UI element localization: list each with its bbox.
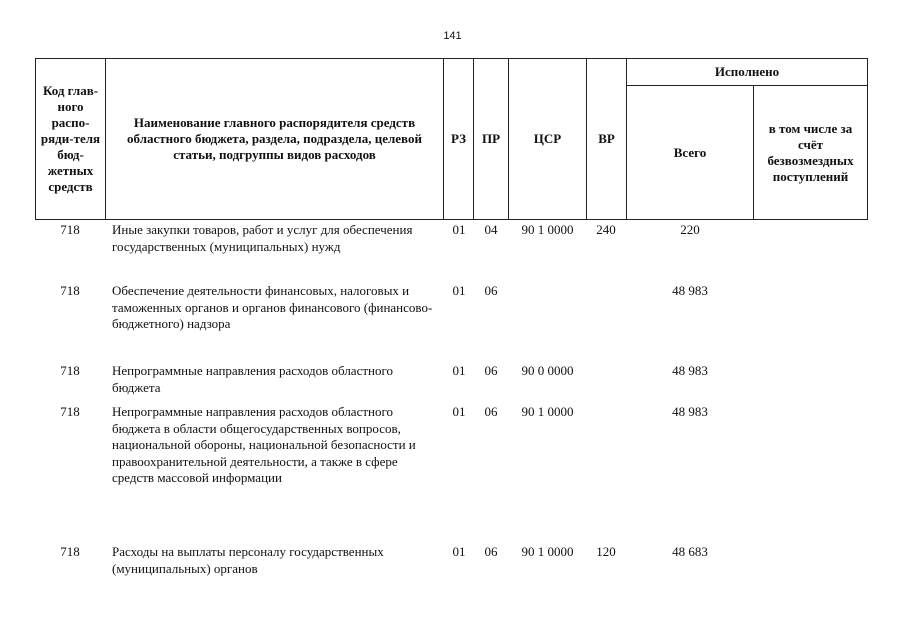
row-name: Непрограммные направления расходов областного бюджета в области общегосударственных вопросов, национальной обороны, национальной безопасности и правоохранительной деятельности, а также в сфере средств массовой информации (112, 404, 416, 485)
row-vr: 240 (596, 222, 616, 237)
row-csr: 90 0 0000 (521, 363, 574, 378)
row-rz: 01 (452, 544, 466, 559)
row-vr: 120 (596, 544, 616, 559)
row-name: Иные закупки товаров, работ и услуг для обеспечения государственных (муниципальных) нужд (112, 222, 413, 254)
row-csr: 90 1 0000 (521, 544, 574, 559)
row-code: 718 (60, 222, 80, 237)
header-executed: Исполнено (714, 64, 780, 79)
row-pr: 06 (484, 404, 498, 419)
page-number: 141 (443, 30, 462, 42)
header-vr: ВР (598, 131, 615, 146)
row-total: 48 683 (672, 544, 708, 559)
row-rz: 01 (452, 283, 466, 298)
row-total: 48 983 (672, 283, 708, 298)
header-free: в том числе за счёт безвозмездных поступлений (767, 120, 854, 184)
row-total: 48 983 (672, 404, 708, 419)
header-bottom-border (35, 219, 868, 220)
row-rz: 01 (452, 363, 466, 378)
header-code: Код глав-ного распо-ряди-теля бюд-жетных средств (40, 83, 101, 194)
row-rz: 01 (452, 222, 466, 237)
row-code: 718 (60, 404, 80, 419)
row-code: 718 (60, 283, 80, 298)
header-name: Наименование главного распорядителя средств областного бюджета, раздела, подраздела, целевой статьи, подгруппы видов расходов (127, 115, 422, 162)
row-pr: 06 (484, 544, 498, 559)
row-name: Обеспечение деятельности финансовых, налоговых и таможенных органов и органов финансового (финансово-бюджетного) надзора (112, 283, 433, 331)
row-name: Непрограммные направления расходов областного бюджета (112, 363, 393, 395)
header-total: Всего (673, 144, 707, 160)
row-pr: 06 (484, 363, 498, 378)
table-header (35, 58, 868, 220)
row-pr: 06 (484, 283, 498, 298)
row-pr: 04 (484, 222, 498, 237)
row-csr: 90 1 0000 (521, 222, 574, 237)
row-csr: 90 1 0000 (521, 404, 574, 419)
header-rz: РЗ (451, 131, 466, 146)
row-name: Расходы на выплаты персоналу государственных (муниципальных) органов (112, 544, 384, 576)
row-total: 220 (680, 222, 700, 237)
header-pr: ПР (481, 131, 501, 146)
row-total: 48 983 (672, 363, 708, 378)
header-csr: ЦСР (533, 131, 562, 146)
header-border-right (867, 58, 868, 220)
row-code: 718 (60, 363, 80, 378)
row-code: 718 (60, 544, 80, 559)
row-rz: 01 (452, 404, 466, 419)
